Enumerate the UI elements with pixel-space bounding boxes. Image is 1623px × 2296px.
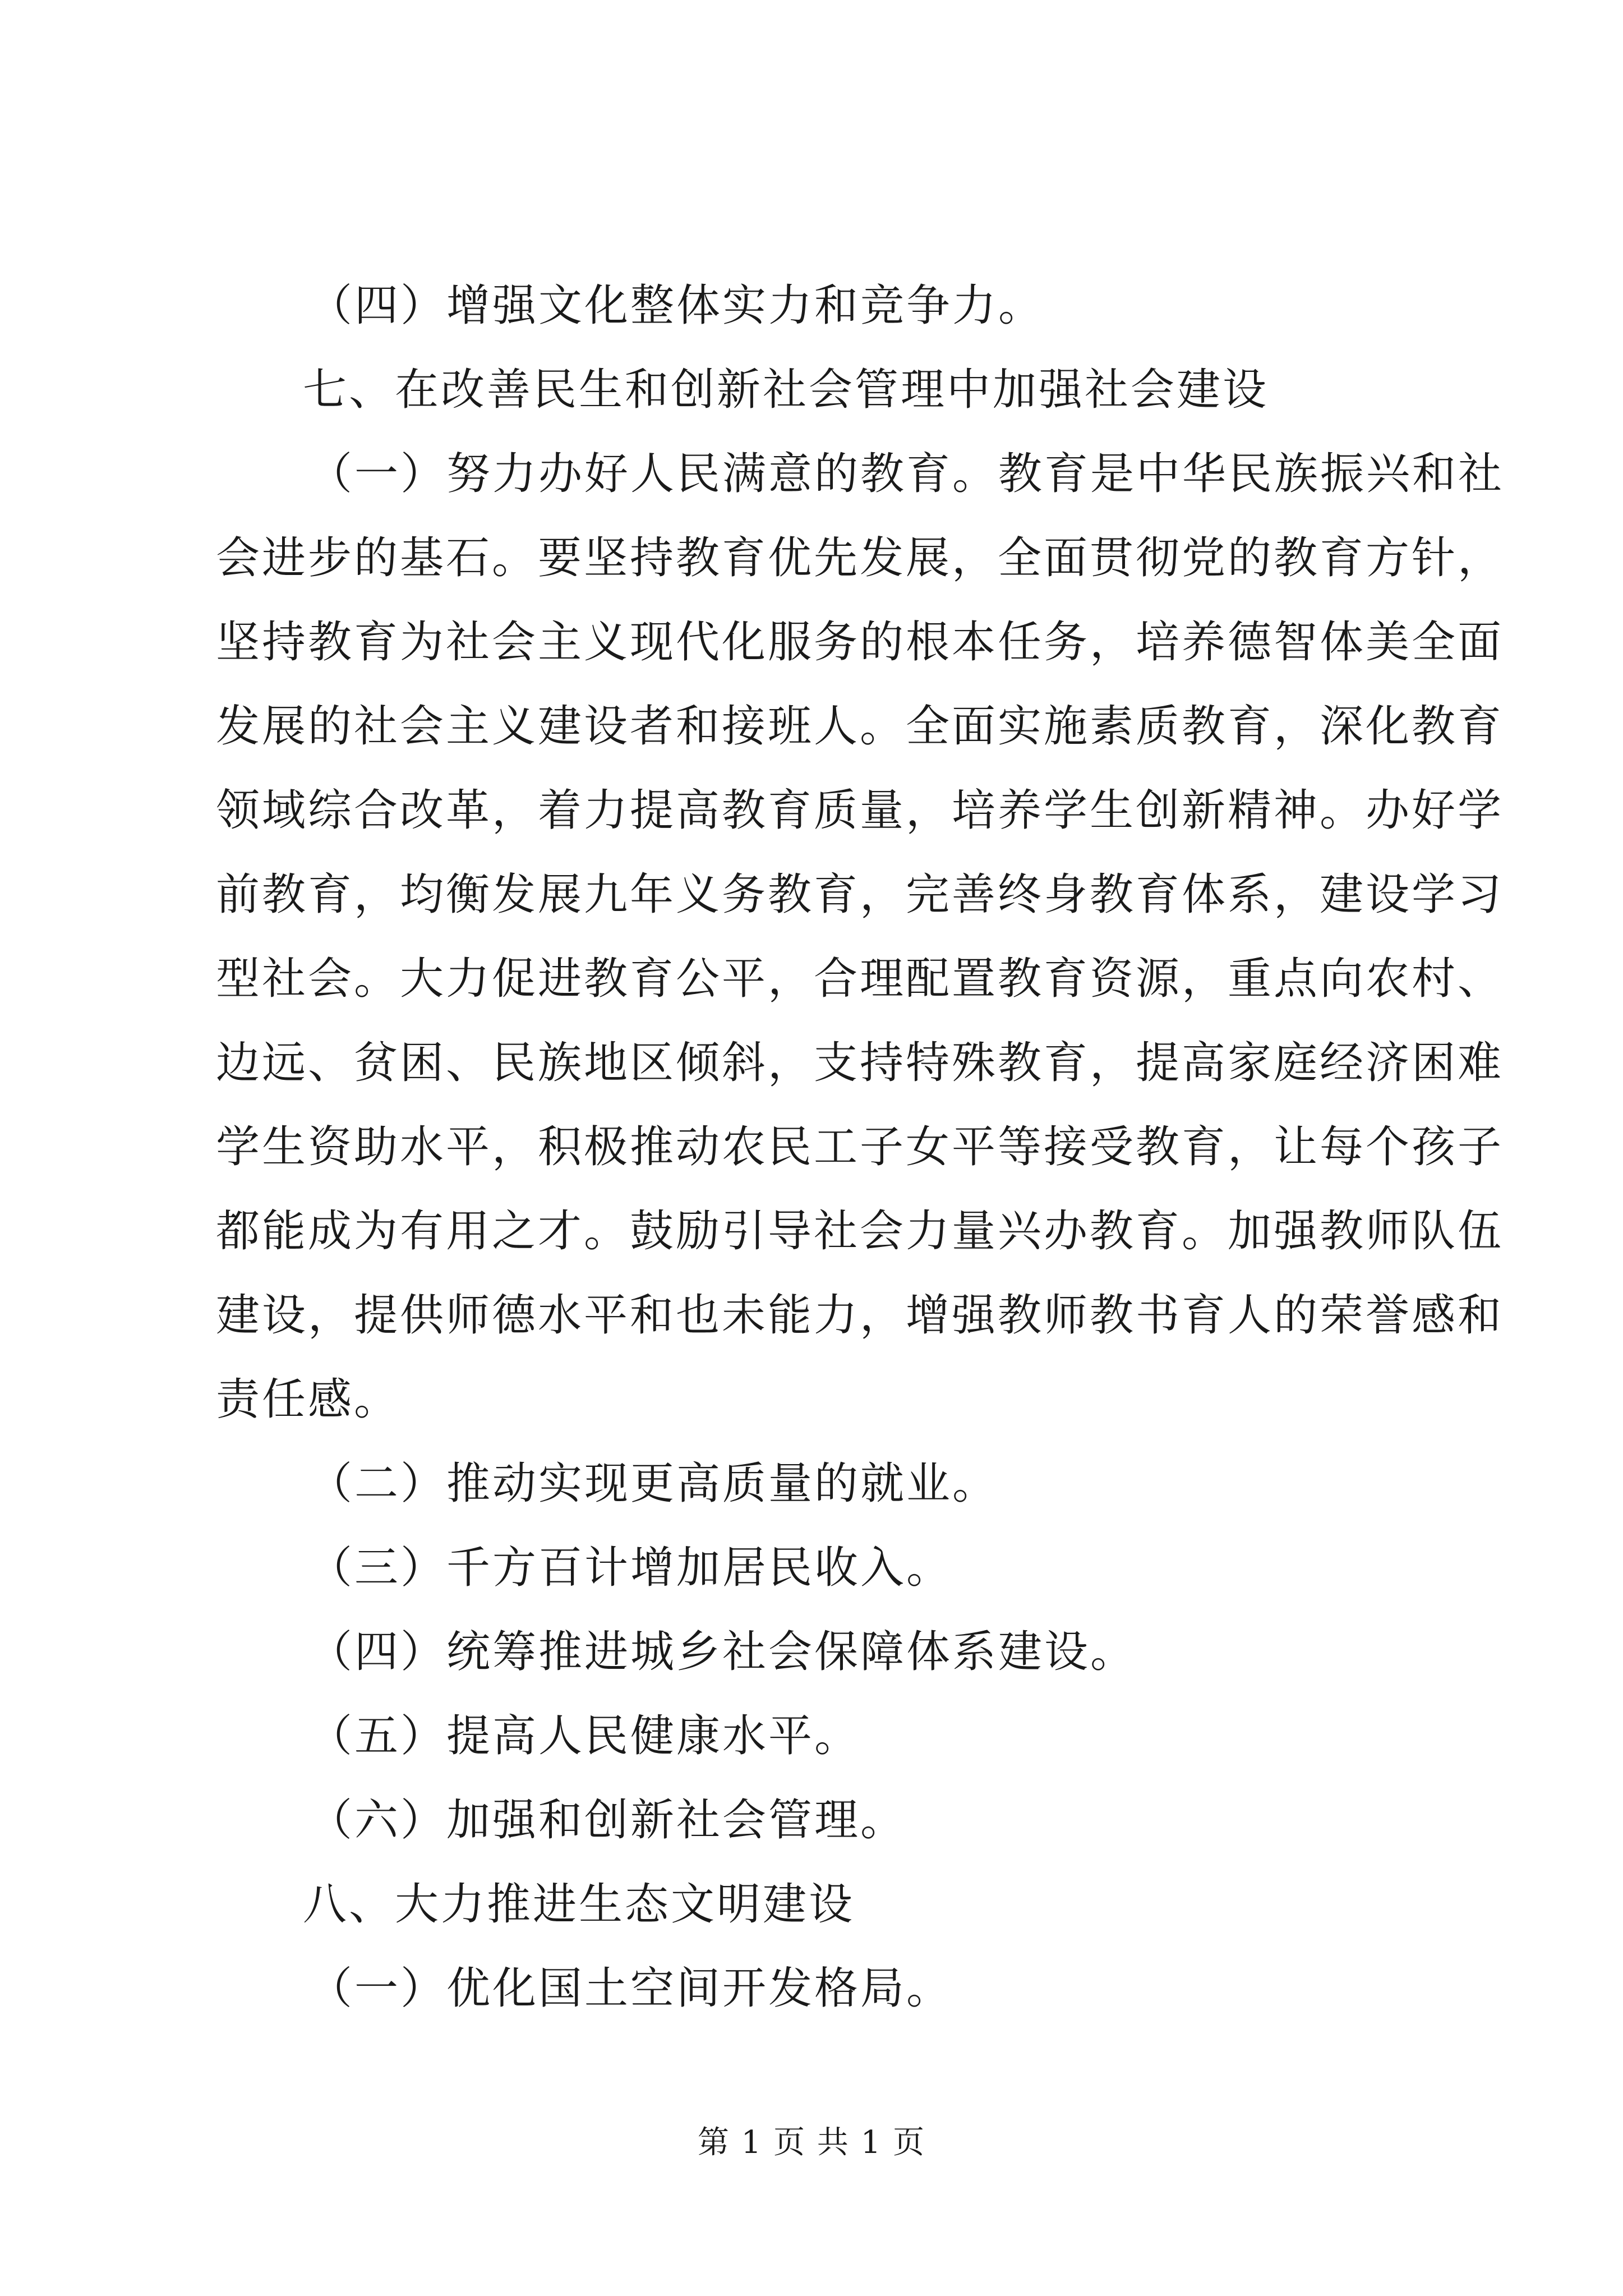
- document-body: [216, 264, 1505, 2031]
- paragraph-line: 学生资助水平，积极推动农民工子女平等接受教育，让每个孩子: [216, 1122, 1504, 1172]
- paragraph-line: 边远、贫困、民族地区倾斜，支持特殊教育，提高家庭经济困难: [216, 1038, 1504, 1088]
- paragraph-line: （一）努力办好人民满意的教育。教育是中华民族振兴和社: [308, 449, 1505, 499]
- subheading-culture-strength: （四）增强文化整体实力和竞争力。: [308, 280, 1045, 331]
- paragraph-line: 都能成为有用之才。鼓励引导社会力量兴办教育。加强教师队伍: [216, 1206, 1504, 1257]
- list-item-social-management: （六）加强和创新社会管理。: [308, 1795, 907, 1846]
- paragraph-education: [216, 432, 1505, 1442]
- paragraph-line: 前教育，均衡发展九年义务教育，完善终身教育体系，建设学习: [216, 869, 1504, 920]
- list-item-health: （五）提高人民健康水平。: [308, 1711, 861, 1761]
- list-item-land-space: （一）优化国土空间开发格局。: [308, 1963, 953, 2014]
- section-heading-8: 八、大力推进生态文明建设: [303, 1879, 855, 1930]
- list-item-social-security: （四）统筹推进城乡社会保障体系建设。: [308, 1627, 1137, 1677]
- list-item-employment: （二）推动实现更高质量的就业。: [308, 1458, 999, 1509]
- paragraph-line: 责任感。: [216, 1374, 400, 1425]
- paragraph-line: 发展的社会主义建设者和接班人。全面实施素质教育，深化教育: [216, 701, 1504, 752]
- paragraph-line: 会进步的基石。要坚持教育优先发展，全面贯彻党的教育方针，: [216, 533, 1504, 583]
- paragraph-line: 建设，提供师德水平和也未能力，增强教师教书育人的荣誉感和: [216, 1290, 1504, 1341]
- paragraph-line: 坚持教育为社会主义现代化服务的根本任务，培养德智体美全面: [216, 617, 1504, 668]
- section-heading-7: 七、在改善民生和创新社会管理中加强社会建设: [303, 365, 1269, 415]
- page-footer: 第 1 页 共 1 页: [697, 2124, 926, 2161]
- paragraph-line: 型社会。大力促进教育公平，合理配置教育资源，重点向农村、: [216, 954, 1504, 1004]
- paragraph-line: 领域综合改革，着力提高教育质量，培养学生创新精神。办好学: [216, 785, 1504, 836]
- list-item-income: （三）千方百计增加居民收入。: [308, 1543, 953, 1593]
